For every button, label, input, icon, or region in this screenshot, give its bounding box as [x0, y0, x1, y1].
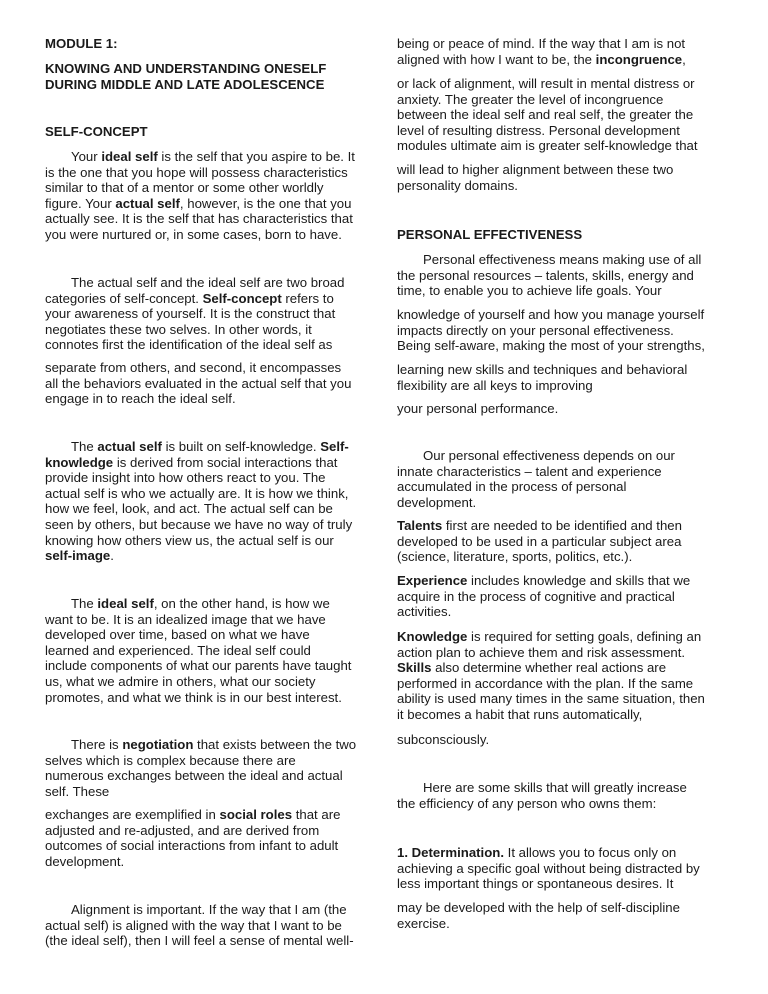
text-line: knowledge is derived from social interactions that — [45, 454, 338, 470]
text-line: learning new skills and techniques and behavioral — [397, 362, 688, 377]
section-heading-text: PERSONAL EFFECTIVENESS — [397, 227, 583, 242]
module-title — [45, 61, 385, 92]
text-line: 1. Determination. It allows you to focus only on — [397, 845, 677, 860]
text-line: all the behaviors evaluated in the actual self that you — [45, 375, 352, 391]
paragraph-incongruence — [397, 36, 737, 67]
text-line: The actual self and the ideal self are two broad — [71, 275, 345, 290]
text-line: it becomes a habit that runs automatically, — [397, 706, 643, 722]
text-line: separate from others, and second, it encompasses — [45, 360, 342, 375]
text-line: is the one that you hope will possess characteristics — [45, 164, 348, 180]
section-heading-personal-effectiveness — [397, 227, 737, 243]
section-heading-self-concept — [45, 124, 385, 140]
text-line: want to be. It is an idealized image that we have — [45, 611, 326, 627]
text-line: similar to that of a mentor or some other worldly — [45, 180, 324, 196]
paragraph-alignment — [45, 902, 385, 949]
paragraph-subconsciously — [397, 732, 737, 748]
module-label-text: MODULE 1: — [45, 36, 118, 51]
text-line: exercise. — [397, 915, 450, 931]
text-line: Our personal effectiveness depends on our — [423, 448, 675, 463]
paragraph-alignment-domains — [397, 162, 737, 193]
text-line: Knowledge is required for setting goals, defining an — [397, 629, 702, 644]
text-line: self-image. — [45, 548, 114, 564]
text-line: Here are some skills that will greatly increase — [423, 780, 687, 795]
paragraph-ideal-self — [45, 596, 385, 705]
text-line: Skills also determine whether real actions are — [397, 660, 667, 676]
module-label — [45, 36, 385, 52]
paragraph-self-discipline — [397, 900, 737, 931]
list-item-determination — [397, 845, 737, 892]
text-line: anxiety. The greater the level of incongruence — [397, 91, 664, 107]
paragraph-experience — [397, 573, 737, 620]
text-line: the efficiency of any person who owns them: — [397, 795, 657, 811]
paragraph-self-knowledge — [397, 307, 737, 354]
text-line: subconsciously. — [397, 732, 490, 747]
text-line: us, what we admire in others, what our society — [45, 673, 316, 689]
text-line: may be developed with the help of self-discipline — [397, 900, 680, 915]
text-line: modules ultimate aim is greater self-knowledge that — [397, 138, 698, 154]
text-line: actual self) is aligned with the way that I want to be — [45, 917, 342, 933]
paragraph-negotiation — [45, 737, 385, 799]
text-line: negotiates these two selves. In other words, it — [45, 321, 312, 337]
text-line: flexibility are all keys to improving — [397, 377, 593, 393]
text-line: Alignment is important. If the way that I am (the — [71, 902, 347, 917]
text-line: innate characteristics – talent and experience — [397, 463, 662, 479]
text-line: between the ideal self and real self, the greater the — [397, 107, 694, 123]
text-line: knowing how others view us, the actual self is our — [45, 532, 334, 548]
text-line: achieving a specific goal without being distracted by — [397, 860, 700, 876]
text-line: exchanges are exemplified in social roles that are — [45, 807, 341, 822]
text-line: actually see. It is the self that has characteristics that — [45, 211, 353, 227]
text-line: activities. — [397, 604, 452, 620]
paragraph-distress — [397, 76, 737, 154]
module-title-line: KNOWING AND UNDERSTANDING ONESELF — [45, 61, 327, 76]
text-line: connotes first the identification of the ideal self as — [45, 337, 333, 353]
paragraph-social-roles — [45, 807, 385, 869]
text-line: Being self-aware, making the most of your strengths, — [397, 338, 705, 354]
section-heading-text: SELF-CONCEPT — [45, 124, 148, 139]
text-line: Talents first are needed to be identified and then — [397, 518, 682, 533]
text-line: the personal resources – talents, skills, energy and — [397, 267, 694, 283]
text-line: self. These — [45, 783, 110, 799]
paragraph-actual-self — [45, 439, 385, 564]
text-line: (the ideal self), then I will feel a sense of mental well- — [45, 933, 354, 949]
text-line: selves which is complex because there are — [45, 752, 296, 768]
text-line: will lead to higher alignment between these two — [397, 162, 674, 177]
paragraph-personal-effectiveness — [397, 252, 737, 299]
text-line: being or peace of mind. If the way that I am is not — [397, 36, 686, 51]
text-line: less important things or spontaneous desires. It — [397, 876, 674, 892]
text-line: acquire in the process of cognitive and practical — [397, 588, 675, 604]
text-line: accumulated in the process of personal — [397, 479, 627, 495]
text-line: figure. Your actual self, however, is the one that you — [45, 195, 352, 211]
text-line: (science, literature, sports, politics, etc.). — [397, 549, 633, 565]
text-line: learned and experienced. The ideal self could — [45, 642, 311, 658]
text-line: The actual self is built on self-knowledge. Self- — [71, 439, 349, 454]
text-line: categories of self-concept. Self-concept refers to — [45, 290, 334, 306]
text-line: or lack of alignment, will result in mental distress or — [397, 76, 695, 91]
text-line: your awareness of yourself. It is the construct that — [45, 306, 336, 322]
text-line: promotes, and what we think is in our best interest. — [45, 689, 342, 705]
paragraph-innate-characteristics — [397, 448, 737, 510]
text-line: developed over time, based on what we have — [45, 627, 310, 643]
text-line: development. — [45, 853, 125, 869]
paragraph-self-concept — [45, 275, 385, 353]
text-line: Personal effectiveness means making use of all — [423, 252, 702, 267]
text-line: time, to enable you to achieve life goals. Your — [397, 283, 662, 299]
text-line: The ideal self, on the other hand, is how we — [71, 596, 330, 611]
paragraph-skills-intro — [397, 780, 737, 811]
text-line: numerous exchanges between the ideal and actual — [45, 768, 343, 784]
text-line: you were nurtured or, in some cases, born to have. — [45, 226, 342, 242]
text-line: Your ideal self is the self that you aspire to be. It — [71, 149, 355, 164]
paragraph-performance — [397, 401, 737, 417]
text-line: actual self is who we actually are. It is how we think, — [45, 485, 349, 501]
paragraph-learning-skills — [397, 362, 737, 393]
text-line: There is negotiation that exists between the two — [71, 737, 357, 752]
text-line: impacts directly on your personal effectiveness. — [397, 322, 674, 338]
text-line: your personal performance. — [397, 401, 559, 416]
text-line: performed in accordance with the plan. If the same — [397, 675, 694, 691]
paragraph-talents — [397, 518, 737, 565]
text-line: developed to be used in a particular subject area — [397, 533, 682, 549]
text-line: action plan to achieve them and risk assessment. — [397, 644, 686, 660]
text-line: engage in to reach the ideal self. — [45, 391, 236, 407]
text-line: aligned with how I want to be, the incongruence, — [397, 51, 686, 67]
text-line: how we feel, look, and act. The actual self can be — [45, 501, 333, 517]
module-title-line: DURING MIDDLE AND LATE ADOLESCENCE — [45, 76, 325, 92]
text-line: ability is used many times in the same situation, then — [397, 691, 705, 707]
text-line: Experience includes knowledge and skills that we — [397, 573, 691, 588]
text-line: include components of what our parents have taught — [45, 658, 352, 674]
text-line: development. — [397, 494, 477, 510]
text-line: seen by others, but because we have no way of truly — [45, 516, 353, 532]
paragraph-ideal-actual-self — [45, 149, 385, 243]
paragraph-self-concept-cont — [45, 360, 385, 407]
paragraph-knowledge-skills — [397, 629, 737, 723]
text-line: personality domains. — [397, 177, 518, 193]
text-line: provide insight into how others react to you. The — [45, 470, 326, 486]
text-line: knowledge of yourself and how you manage yourself — [397, 307, 705, 322]
text-line: level of resulting distress. Personal development — [397, 122, 680, 138]
text-line: outcomes of social interactions from infant to adult — [45, 838, 339, 854]
text-line: adjusted and re-adjusted, and are derived from — [45, 822, 320, 838]
